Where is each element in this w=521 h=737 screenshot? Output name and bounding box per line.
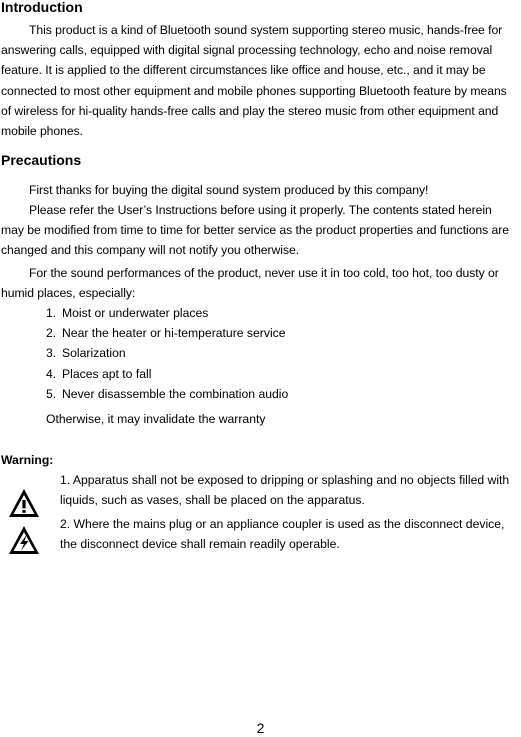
list-item: 5. Never disassemble the combination audio [46,386,289,401]
list-item: 1. Moist or underwater places [46,306,209,320]
precautions-list [46,303,288,404]
warning-item-1: 1. Apparatus shall not be exposed to dripping or splashing and no objects filled with liquids, such as vases, shall be placed on the apparatus. [60,473,510,508]
warranty-note: Otherwise, it may invalidate the warranty [46,412,266,426]
page-number: 2 [256,720,265,736]
precautions-heading: Precautions [1,152,82,168]
list-item: 4. Places apt to fall [46,366,152,381]
warning-item-2: 2. Where the mains plug or an appliance coupler is used as the disconnect device, the disconnect device shall remain readily operable. [60,517,505,552]
precautions-environment-paragraph: For the sound performances of the product, never use it in too cold, too hot, too dusty or humid places, especially: [1,266,499,301]
precautions-thanks-paragraph: First thanks for buying the digital sound system produced by this company! [29,183,429,197]
warning-triangle-icon [7,487,41,519]
electric-shock-triangle-icon [7,524,41,556]
warning-label: Warning: [1,453,54,467]
list-item: 2. Near the heater or hi-temperature service [46,326,286,341]
precautions-instructions-paragraph: Please refer the User’s Instructions before using it properly. The contents stated herein may be modified from time to time for better service as the product properties and functions are changed and this company will not notify you otherwise. [1,203,509,258]
introduction-paragraph: This product is a kind of Bluetooth sound system supporting stereo music, hands-free for answering calls, equipped with digital signal processing technology, echo and noise removal feature. It is applied to the different circumstances like office and house, etc., and it may be connected to most other equipment and mobile phones supporting Bluetooth feature by means of wireless for hi-quality hands-free calls and play the stereo music from other equipment and mobile phones. [1,23,507,139]
list-item: 3. Solarization [46,346,126,361]
introduction-heading: Introduction [1,0,83,15]
